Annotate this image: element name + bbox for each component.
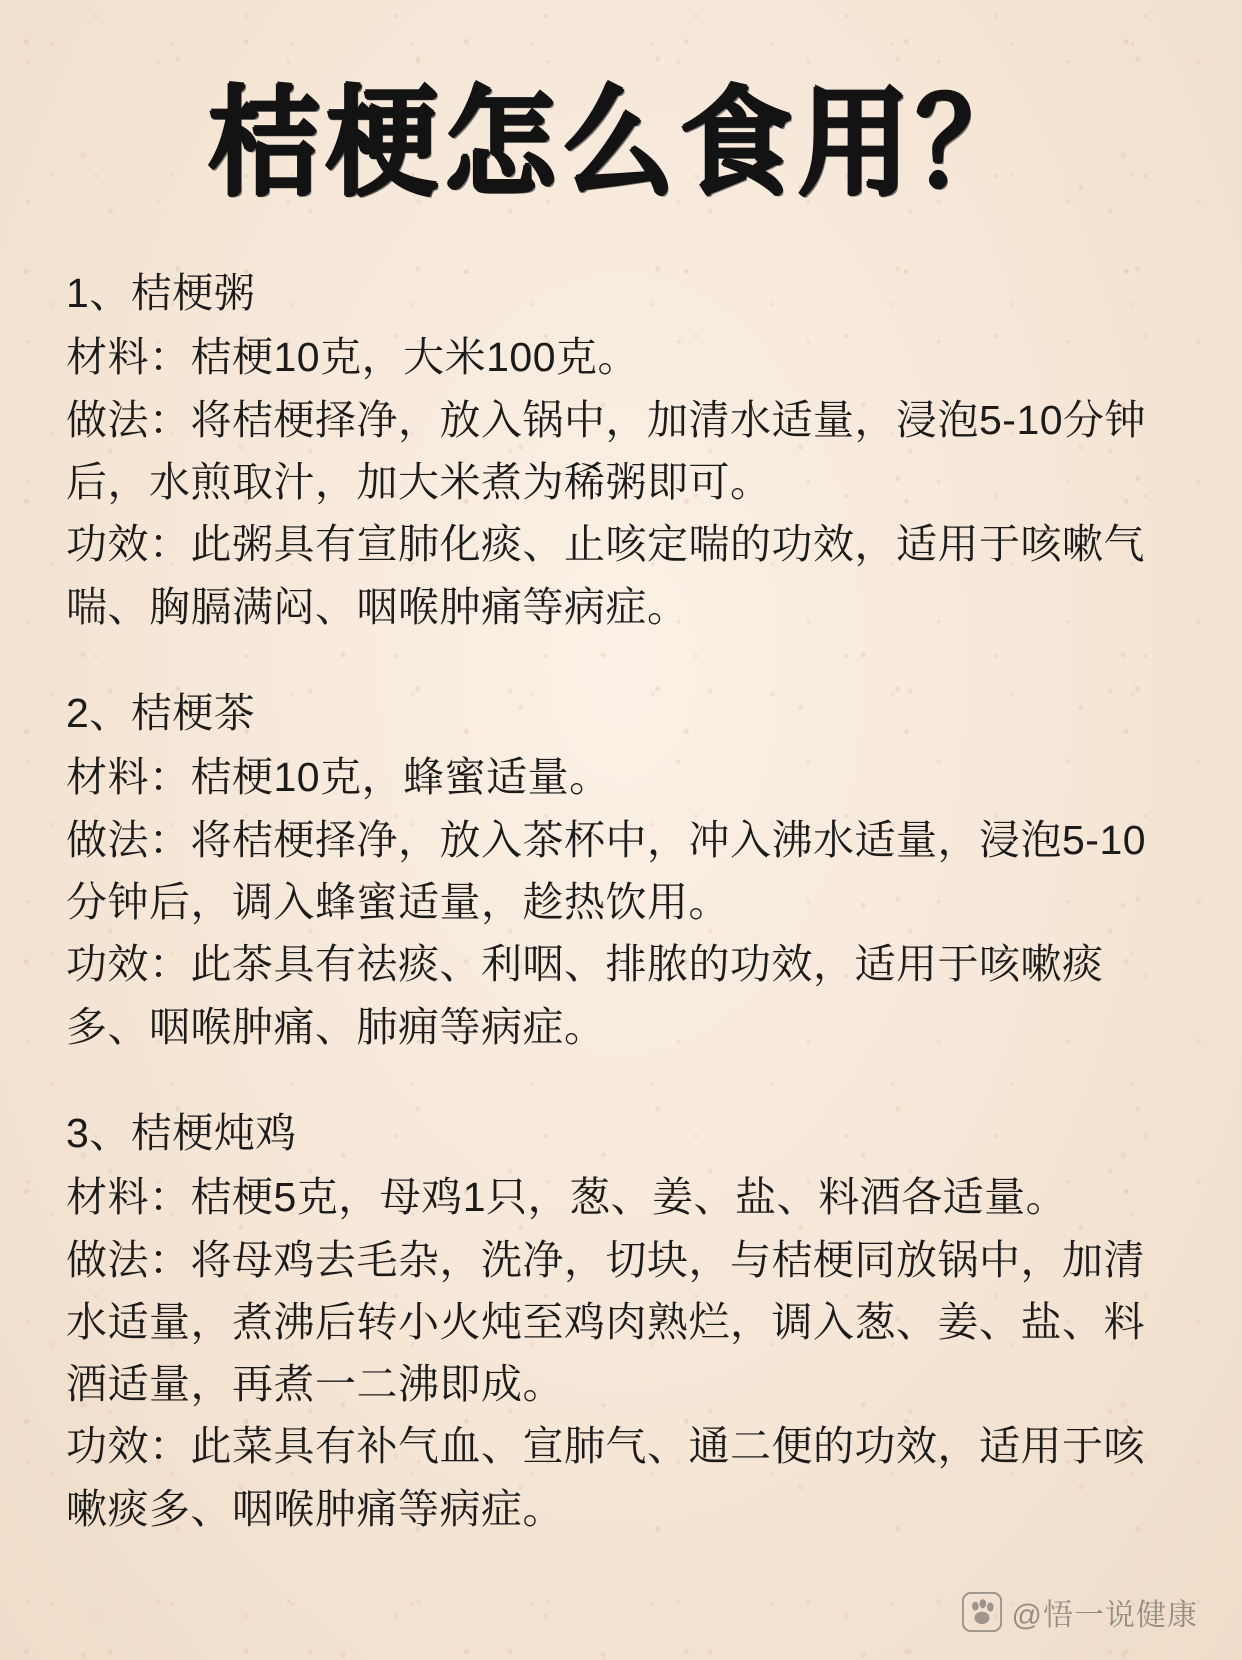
recipe-heading: 1、桔梗粥	[66, 270, 256, 317]
article-body	[62, 262, 1180, 1540]
watermark-text: @悟一说健康	[1011, 1599, 1198, 1632]
recipe-section-1	[66, 262, 1176, 638]
recipe-benefits: 功效：此茶具有祛痰、利咽、排脓的功效，适用于咳嗽痰多、咽喉肿痛、肺痈等病症。	[66, 941, 1104, 1050]
recipe-section-3	[66, 1102, 1176, 1540]
recipe-method: 做法：将桔梗择净，放入茶杯中，冲入沸水适量，浸泡5-10分钟后，调入蜂蜜适量，趁热饮用。	[66, 816, 1147, 925]
recipe-benefits: 功效：此粥具有宣肺化痰、止咳定喘的功效，适用于咳嗽气喘、胸膈满闷、咽喉肿痛等病症。	[66, 521, 1145, 630]
recipe-method: 做法：将桔梗择净，放入锅中，加清水适量，浸泡5-10分钟后，水煎取汁，加大米煮为稀粥即可。	[66, 396, 1147, 506]
paw-logo-icon	[962, 1592, 1002, 1632]
recipe-ingredients: 材料：桔梗5克，母鸡1只，葱、姜、盐、料酒各适量。	[66, 1174, 1068, 1221]
recipe-heading: 3、桔梗炖鸡	[66, 1109, 297, 1156]
page-title: 桔梗怎么食用？	[208, 74, 1034, 213]
recipe-method: 做法：将母鸡去毛杂，洗净，切块，与桔梗同放锅中，加清水适量，煮沸后转小火炖至鸡肉熟烂，调入葱、姜、盐、料酒适量，再煮一二沸即成。	[66, 1236, 1145, 1408]
recipe-benefits: 功效：此菜具有补气血、宣肺气、通二便的功效，适用于咳嗽痰多、咽喉肿痛等病症。	[66, 1423, 1145, 1532]
recipe-ingredients: 材料：桔梗10克，蜂蜜适量。	[66, 754, 611, 801]
watermark	[962, 1590, 1198, 1634]
recipe-heading: 2、桔梗茶	[66, 690, 256, 737]
recipe-section-2	[66, 682, 1176, 1058]
recipe-ingredients: 材料：桔梗10克，大米100克。	[66, 334, 640, 381]
